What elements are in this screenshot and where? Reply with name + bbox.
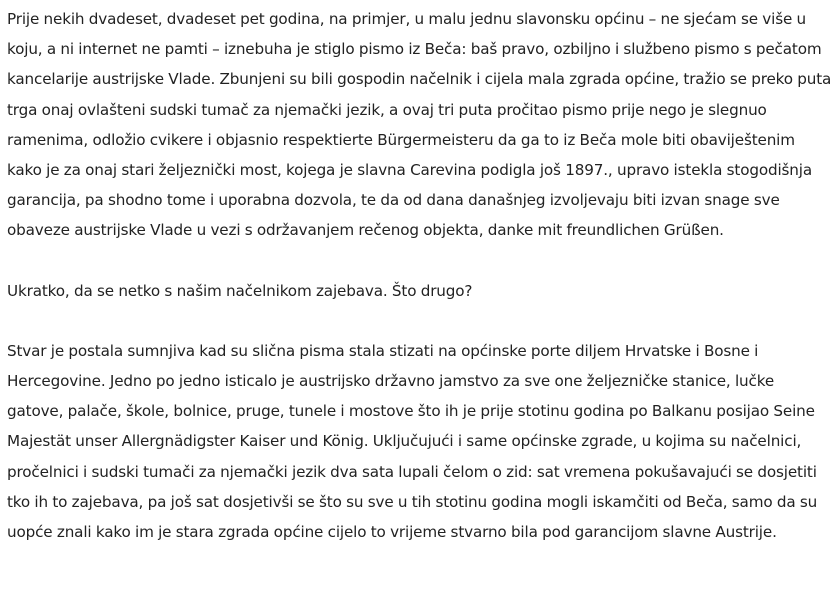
paragraph-2: Ukratko, da se netko s našim načelnikom zajebava. Što drugo? [7,281,473,300]
paragraph-1: Prije nekih dvadeset, dvadeset pet godina, na primjer, u malu jednu slavonsku općinu – ne sjećam se više u koju, a ni internet ne pamti – iznebuha je stiglo pismo iz Beča: baš pravo, ozbiljno i službeno pismo s pečatom kancelarije austrijske Vlade. Zbunjeni su bili gospodin načelnik i cijela mala zgrada općine, tražio se preko puta trga onaj ovlašteni sudski tumač za njemački jezik, a ovaj tri puta pročitao pismo prije nego je slegnuo ramenima, odložio cvikere i objasnio respektierte Bürgermeisteru da ga to iz Beča mole biti obaviještenim kako je za onaj stari željeznički most, kojega je slavna Carevina podigla još 1897., upravo istekla stogodišnja garancija, pa shodno tome i uporabna dozvola, te da od dana današnjeg izvoljevaju biti izvan snage sve obaveze austrijske Vlade u vezi s održavanjem rečenog objekta, danke mit freundlichen Grüßen. [7,10,832,240]
article-body [7,4,833,547]
paragraph-3: Stvar je postala sumnjiva kad su slična pisma stala stizati na općinske porte diljem Hrvatske i Bosne i Hercegovine. Jedno po jedno isticalo je austrijsko državno jamstvo za sve one željezničke stanice, lučke gatove, palače, škole, bolnice, pruge, tunele i mostove što ih je prije stotinu godina po Balkanu posijao Seine Majestät unser Allergnädigster Kaiser und König. Uključujući i same općinske zgrade, u kojima su načelnici, pročelnici i sudski tumači za njemački jezik dva sata lupali čelom o zid: sat vremena pokušavajući se dosjetiti tko ih to zajebava, pa još sat dosjetivši se što su sve u tih stotinu godina mogli iskamčiti od Beča, samo da su uopće znali kako im je stara zgrada općine cijelo to vrijeme stvarno bila pod garancijom slavne Austrije. [7,341,818,542]
